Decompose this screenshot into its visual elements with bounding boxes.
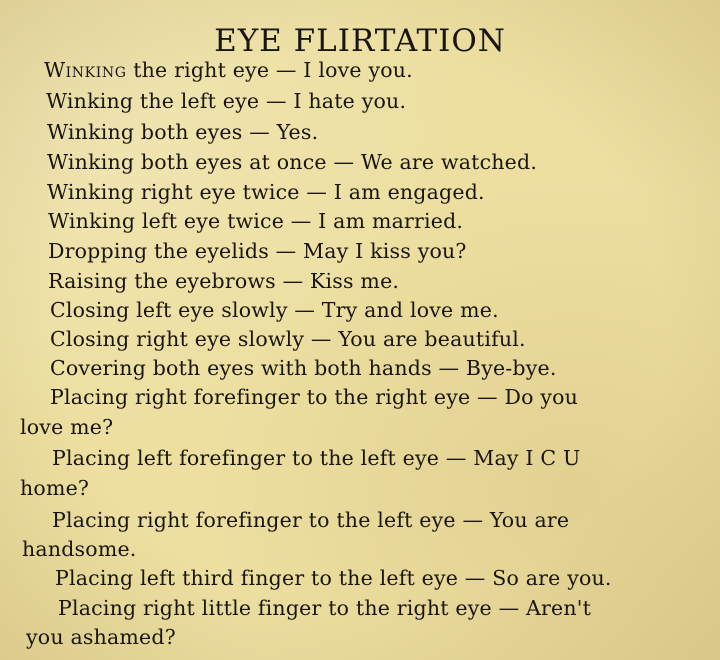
entry-continuation: home? <box>20 476 90 500</box>
entry-right-forefinger-left-eye: Placing right forefinger to the left eye — You are <box>52 508 570 532</box>
entry-winking-both-at-once: Winking both eyes at once — We are watched. <box>47 150 538 174</box>
page-title: EYE FLIRTATION <box>214 22 506 59</box>
entry-winking-right-eye <box>44 57 413 84</box>
entry-continuation: love me? <box>20 415 114 439</box>
entry-closing-right-eye: Closing right eye slowly — You are beautiful. <box>50 327 526 351</box>
entry-winking-both-eyes: Winking both eyes — Yes. <box>47 120 319 144</box>
entry-lead-word: Winking <box>44 58 127 82</box>
entry-text: the right eye — I love you. <box>126 58 413 82</box>
entry-continuation: handsome. <box>22 537 137 561</box>
entry-closing-left-eye: Closing left eye slowly — Try and love me. <box>50 298 499 322</box>
entry-winking-left-eye: Winking the left eye — I hate you. <box>46 89 407 113</box>
entry-left-forefinger-left-eye: Placing left forefinger to the left eye — May I C U <box>52 446 581 470</box>
entry-covering-both-eyes: Covering both eyes with both hands — Bye-bye. <box>50 356 557 380</box>
entry-raising-eyebrows: Raising the eyebrows — Kiss me. <box>48 269 400 293</box>
entry-dropping-eyelids: Dropping the eyelids — May I kiss you? <box>48 239 467 263</box>
entry-winking-right-twice: Winking right eye twice — I am engaged. <box>47 180 485 204</box>
entry-right-forefinger-right-eye: Placing right forefinger to the right eye — Do you <box>50 385 579 409</box>
entry-winking-left-twice: Winking left eye twice — I am married. <box>48 209 464 233</box>
entry-right-little-finger: Placing right little finger to the right eye — Aren't <box>58 596 592 620</box>
entry-continuation: you ashamed? <box>26 625 176 649</box>
entry-left-third-finger: Placing left third finger to the left eye — So are you. <box>55 566 612 590</box>
